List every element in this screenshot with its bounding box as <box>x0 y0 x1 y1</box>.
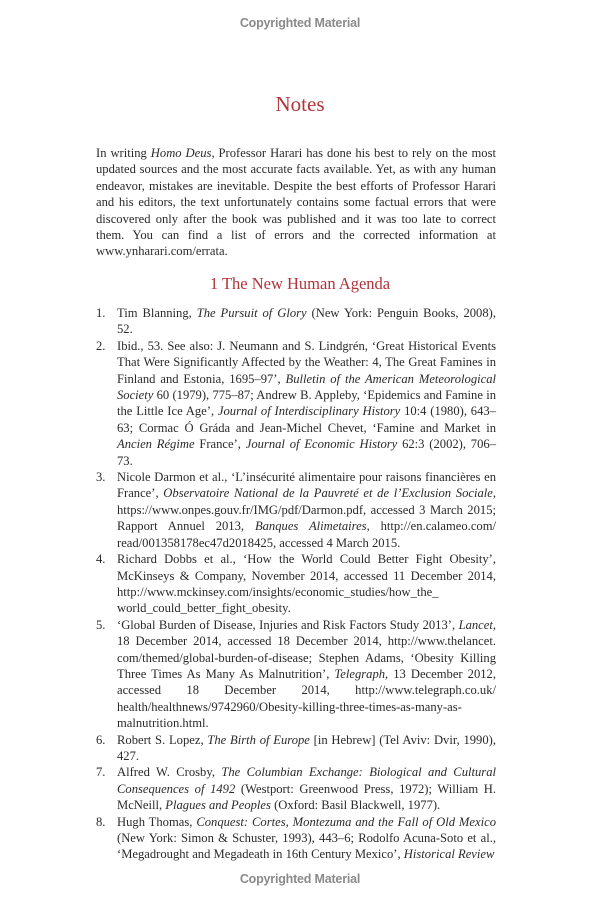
note-number: 2. <box>96 338 106 353</box>
copyright-watermark-top: Copyrighted Material <box>239 16 361 30</box>
italic-title: Journal of Interdisciplinary History <box>217 404 401 419</box>
italic-title: Conquest: Cortes, Montezuma and the Fall of Old Mexico <box>196 814 496 829</box>
notes-list <box>96 305 496 863</box>
note-item <box>96 469 496 551</box>
italic-title: Telegraph <box>334 666 386 681</box>
note-number: 3. <box>96 470 106 485</box>
italic-title: Lancet <box>458 617 493 632</box>
italic-title: The Columbian Exchange: Biological and Cultural Consequences of 1492 <box>117 765 496 796</box>
text-run: Nicole Darmon et al., ‘L’insécurité alimentaire pour raisons financières en France’, <box>117 470 496 501</box>
text-run: 62:3 (2002), 706–73. <box>117 437 496 468</box>
text-run: [in Hebrew] (Tel Aviv: Dvir, 1990), 427. <box>117 732 496 763</box>
intro-paragraph <box>96 145 496 260</box>
text-run: , 18 December 2014, accessed 18 December 2014, http://www.thelancet. com/themed/global-burden-of-disease; Stephen Adams, ‘Obesity Killing Three Times As Many As Malnutrition’, <box>117 617 496 681</box>
text-run: France’, <box>194 437 246 452</box>
note-item <box>96 551 496 617</box>
text-run: ‘Global Burden of Disease, Injuries and Risk Factors Study 2013’, <box>117 617 459 632</box>
italic-title: The Pursuit of Glory <box>196 306 307 320</box>
text-run: , Professor Harari has done his best to rely on the most updated sources and the most accurate facts available. Yet, as with any human endeavor, mistakes are inevitable. Despite the best efforts of Professor Harari and his editors, the text unfortunately contains some factual errors that were discovered only after the book was published and it was too late to correct them. You can find a list of errors and the corrected information at www.ynharari.com/errata. <box>96 146 496 259</box>
italic-title: Historical Review <box>403 847 495 862</box>
italic-title: The Birth of Europe <box>207 732 310 747</box>
note-item <box>96 814 496 863</box>
italic-title: Observatoire National de la Pauvreté et de l’Exclusion Sociale <box>163 486 493 501</box>
note-number: 4. <box>96 552 106 567</box>
text-run: Robert S. Lopez, <box>117 732 208 747</box>
note-item <box>96 305 496 338</box>
text-run: In writing <box>96 146 151 160</box>
text-run: Richard Dobbs et al., ‘How the World Could Better Fight Obesity’, McKinseys & Company, November 2014, accessed 11 December 2014, http://www.mckinsey.com/insights/economic_studies/how_the_ world_could_better_fight_obesity. <box>117 552 496 616</box>
text-run: Tim Blanning, <box>117 306 197 320</box>
italic-title: Journal of Economic History <box>245 437 398 452</box>
text-run: (Westport: Greenwood Press, 1972); William H. McNeill, <box>117 781 497 813</box>
note-number: 7. <box>96 765 106 780</box>
text-run: (New York: Penguin Books, 2008), 52. <box>117 306 496 337</box>
text-run: 10:4 (1980), 643–63; Cormac Ó Gráda and Jean-Michel Chevet, ‘Famine and Market in <box>117 404 496 435</box>
text-run: , http://en.calameo.com/ read/001358178ec47d2018425, accessed 4 March 2015. <box>117 519 496 550</box>
note-item <box>96 764 496 813</box>
italic-title: Homo Deus <box>150 146 212 160</box>
text-run: 60 (1979), 775–87; Andrew B. Appleby, ‘Epidemics and Famine in the Little Ice Age’, <box>117 388 496 419</box>
italic-title: Ancien Régime <box>117 437 195 452</box>
text-run: , https://www.onpes.gouv.fr/IMG/pdf/Darmon.pdf, accessed 3 March 2015; Rapport Annuel 2013, <box>117 486 497 534</box>
note-item <box>96 338 496 469</box>
text-run: (New York: Simon & Schuster, 1993), 443–6; Rodolfo Acuna-Soto et al., ‘Megadrought and Megadeath in 16th Century Mexico’, <box>117 831 496 862</box>
text-run: Ibid., 53. See also: J. Neumann and S. Lindgrén, ‘Great Historical Events That Were Significantly Affected by the Weather: 4, The Great Famines in Finland and Estonia, 1695–97’, <box>117 338 496 386</box>
text-run: Hugh Thomas, <box>117 814 197 829</box>
note-item <box>96 732 496 765</box>
note-number: 5. <box>96 617 106 632</box>
text-run: , 13 December 2012, accessed 18 December 2014, http://www.telegraph.co.uk/ health/healthnews/9742960/Obesity-killing-three-times-as-many-as-malnutrition.html. <box>117 666 496 731</box>
note-number: 1. <box>96 306 106 320</box>
italic-title: Bulletin of the American Meteorological Society <box>117 371 496 403</box>
chapter-heading: 1 The New Human Agenda <box>209 274 391 293</box>
copyright-watermark-bottom: Copyrighted Material <box>239 872 361 886</box>
note-number: 8. <box>96 814 106 829</box>
italic-title: Plagues and Peoples <box>165 798 271 813</box>
italic-title: Banques Alimetaires <box>254 519 367 534</box>
note-number: 6. <box>96 732 106 747</box>
note-item <box>96 617 496 732</box>
text-run: Alfred W. Crosby, <box>117 765 222 780</box>
page-title: Notes <box>275 92 325 116</box>
text-run: (Oxford: Basil Blackwell, 1977). <box>270 798 441 813</box>
